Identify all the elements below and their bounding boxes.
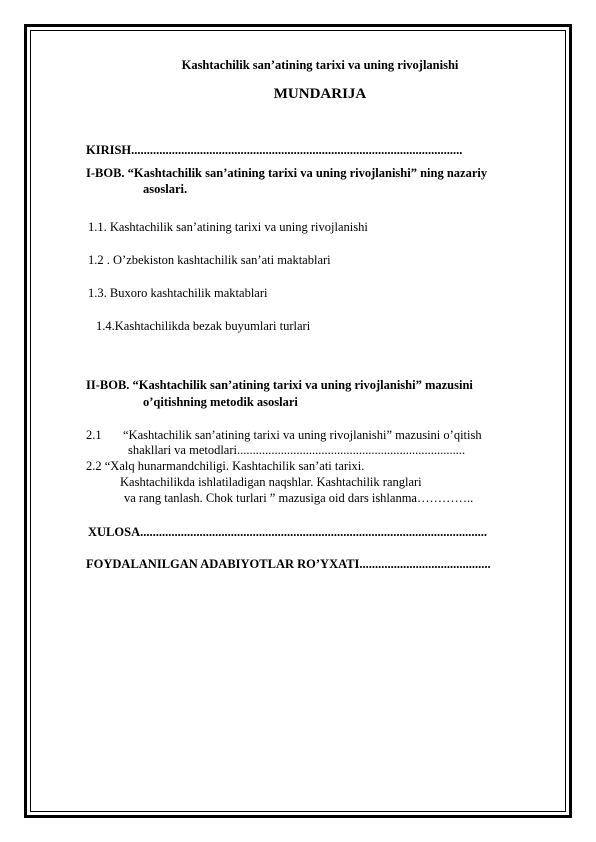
toc-chapter2-title: II-BOB. “Kashtachilik san’atining tarixi va uning rivojlanishi” mazusini bbox=[86, 378, 473, 392]
toc-references: FOYDALANILGAN ADABIYOTLAR RO’YXATI.......................................... bbox=[86, 557, 491, 571]
toc-chapter2-title-cont: o’qitishning metodik asoslari bbox=[143, 395, 298, 409]
toc-item-2-1: “Kashtachilik san’atining tarixi va uning rivojlanishi” mazusini o’qitish bbox=[123, 428, 482, 442]
contents-heading: MUNDARIJA bbox=[273, 86, 367, 102]
toc-item-2-1-cont: shakllari va metodlari......................................................................... bbox=[128, 443, 466, 457]
toc-item-1-1: 1.1. Kashtachilik san’atining tarixi va uning rivojlanishi bbox=[88, 220, 368, 234]
toc-item-2-2: 2.2 “Xalq hunarmandchiligi. Kashtachilik san’ati tarixi. bbox=[86, 459, 365, 473]
toc-item-1-3: 1.3. Buxoro kashtachilik maktablari bbox=[88, 286, 268, 300]
toc-intro: KIRISH.......................................................................................................... bbox=[86, 143, 463, 157]
toc-chapter1-title: I-BOB. “Kashtachilik san’atining tarixi va uning rivojlanishi” ning nazariy bbox=[86, 166, 488, 180]
toc-item-2-1-number: 2.1 bbox=[86, 428, 102, 442]
toc-item-2-2-cont1: Kashtachilikda ishlatiladigan naqshlar. Kashtachilik ranglari bbox=[120, 475, 422, 489]
document-title: Kashtachilik san’atining tarixi va uning rivojlanishi bbox=[181, 58, 459, 72]
toc-chapter1-title-cont: asoslari. bbox=[143, 182, 188, 196]
toc-item-1-4: 1.4.Kashtachilikda bezak buyumlari turlari bbox=[96, 319, 311, 333]
toc-conclusion: XULOSA............................................................................................................... bbox=[88, 525, 487, 539]
toc-item-2-2-cont2: va rang tanlash. Chok turlari ” mazusiga oid dars ishlanma………….. bbox=[124, 491, 474, 505]
toc-item-1-2: 1.2 . O’zbekiston kashtachilik san’ati maktablari bbox=[88, 253, 331, 267]
